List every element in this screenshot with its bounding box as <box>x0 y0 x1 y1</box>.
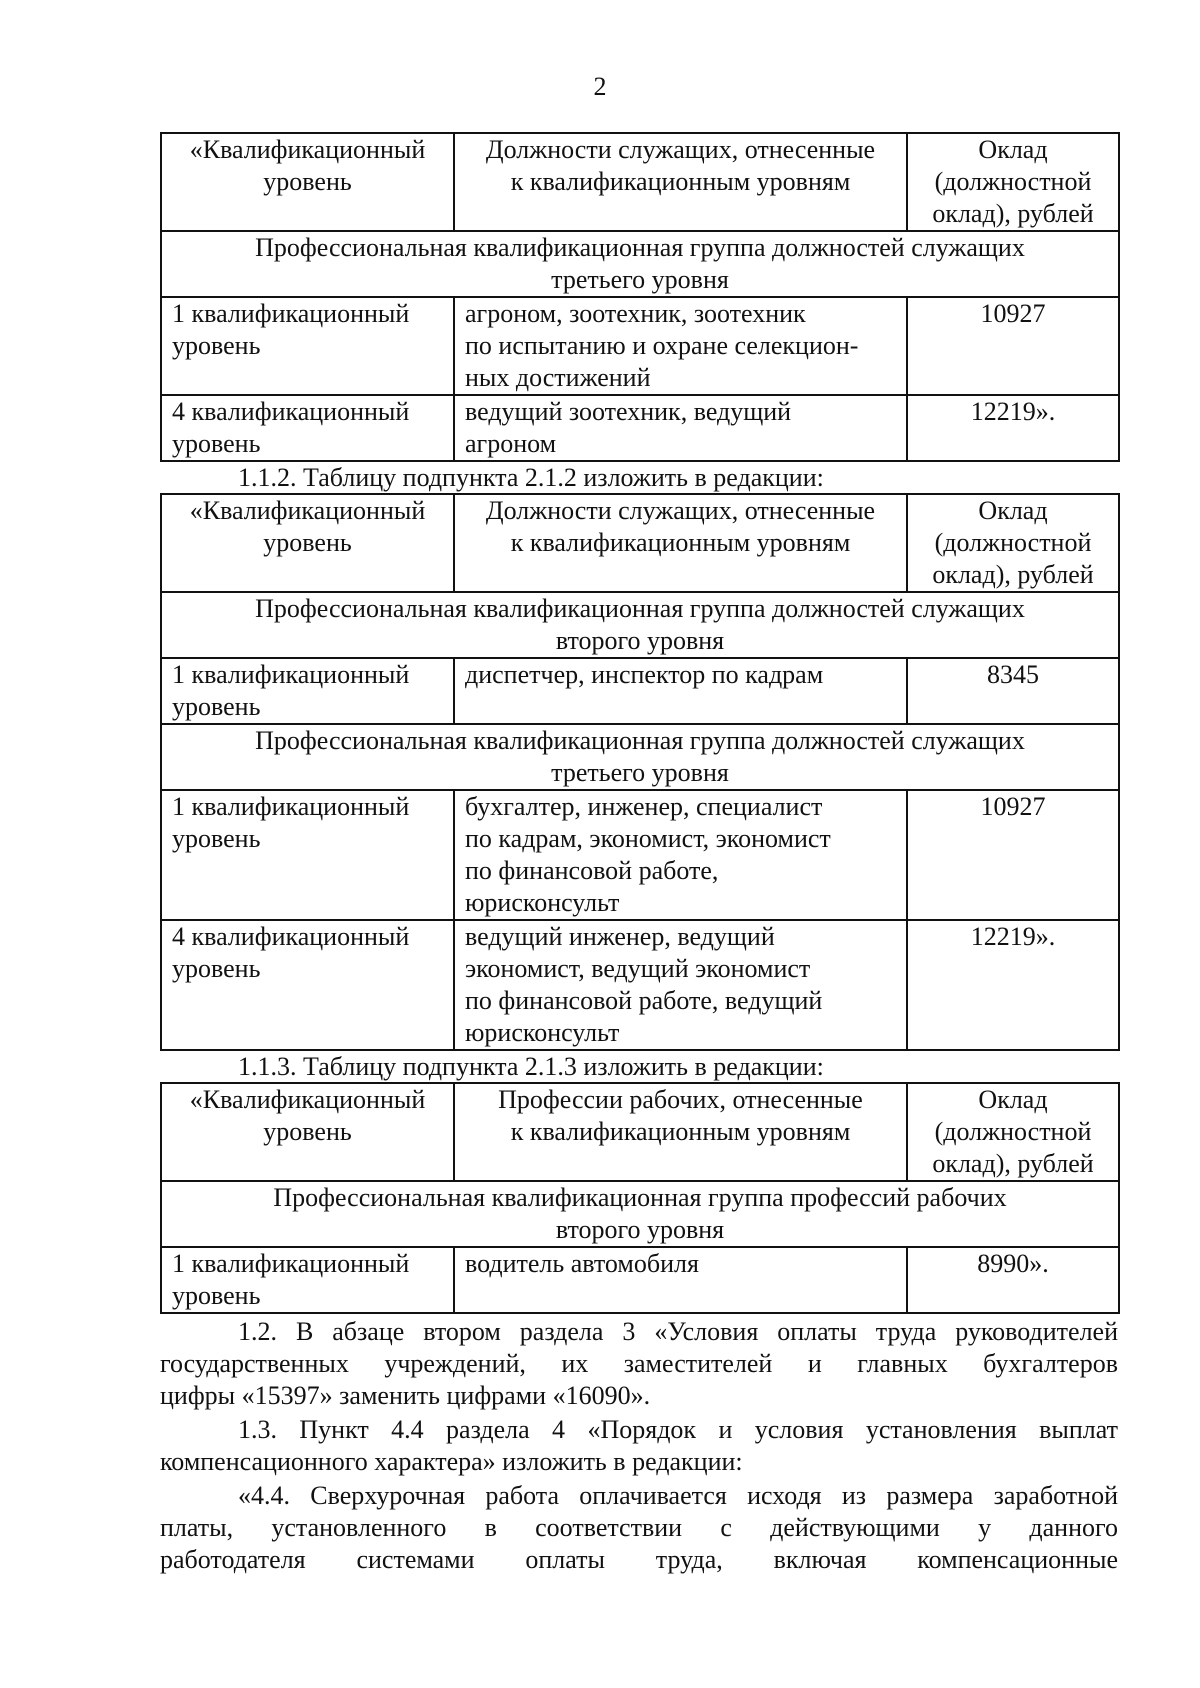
group-row <box>161 592 1119 658</box>
header-level: «Квалификационный уровень <box>161 133 454 231</box>
salary-cell: 8990». <box>907 1247 1119 1313</box>
level-cell: 4 квалификационный уровень <box>161 395 454 461</box>
level-cell: 1 квалификационный уровень <box>161 790 454 920</box>
table-2 <box>160 493 1120 1051</box>
level-cell: 4 квалификационный уровень <box>161 920 454 1050</box>
group-row <box>161 724 1119 790</box>
paragraph-4-4: «4.4. Сверхурочная работа оплачивается исходя из размера заработной платы, установленного в соответствии с действующими у данного работодателя системами оплаты труда, включая компенсационные <box>160 1481 1118 1574</box>
page-number: 2 <box>593 72 607 101</box>
paragraph-1-2: 1.2. В абзаце втором раздела 3 «Условия оплаты труда руководителей государственных учреждений, их заместителей и главных бухгалтеров цифры «15397» заменить цифрами «16090». <box>160 1317 1118 1410</box>
group-title: Профессиональная квалификационная группа должностей служащих второго уровня <box>161 592 1119 658</box>
table-row <box>161 920 1119 1050</box>
table-row <box>161 790 1119 920</box>
header-salary: Оклад (должностной оклад), рублей <box>907 1083 1119 1181</box>
salary-cell: 8345 <box>907 658 1119 724</box>
positions-cell: диспетчер, инспектор по кадрам <box>454 658 907 724</box>
table-header-row <box>161 133 1119 231</box>
positions-cell: ведущий инженер, ведущий экономист, ведущий экономист по финансовой работе, ведущий юрисконсульт <box>454 920 907 1050</box>
group-title: Профессиональная квалификационная группа должностей служащих третьего уровня <box>161 724 1119 790</box>
section-heading-1-1-2: 1.1.2. Таблицу подпункта 2.1.2 изложить в редакции: <box>238 463 824 492</box>
positions-cell: ведущий зоотехник, ведущий агроном <box>454 395 907 461</box>
table-row <box>161 395 1119 461</box>
table-row <box>161 297 1119 395</box>
level-cell: 1 квалификационный уровень <box>161 297 454 395</box>
positions-cell: водитель автомобиля <box>454 1247 907 1313</box>
header-level: «Квалификационный уровень <box>161 1083 454 1181</box>
table-header-row <box>161 494 1119 592</box>
positions-cell: бухгалтер, инженер, специалист по кадрам, экономист, экономист по финансовой работе, юрисконсульт <box>454 790 907 920</box>
header-positions: Должности служащих, отнесенные к квалификационным уровням <box>454 133 907 231</box>
header-level: «Квалификационный уровень <box>161 494 454 592</box>
group-title: Профессиональная квалификационная группа должностей служащих третьего уровня <box>161 231 1119 297</box>
table-1 <box>160 132 1120 462</box>
group-row <box>161 231 1119 297</box>
header-salary: Оклад (должностной оклад), рублей <box>907 133 1119 231</box>
level-cell: 1 квалификационный уровень <box>161 658 454 724</box>
table-row <box>161 658 1119 724</box>
salary-cell: 10927 <box>907 297 1119 395</box>
table-row <box>161 1247 1119 1313</box>
table-3 <box>160 1082 1120 1314</box>
salary-cell: 12219». <box>907 920 1119 1050</box>
group-title: Профессиональная квалификационная группа профессий рабочих второго уровня <box>161 1181 1119 1247</box>
document-body <box>160 132 1118 1576</box>
table-header-row <box>161 1083 1119 1181</box>
positions-cell: агроном, зоотехник, зоотехник по испытанию и охране селекцион- ных достижений <box>454 297 907 395</box>
salary-cell: 12219». <box>907 395 1119 461</box>
salary-cell: 10927 <box>907 790 1119 920</box>
header-positions: Должности служащих, отнесенные к квалификационным уровням <box>454 494 907 592</box>
section-heading-1-1-3: 1.1.3. Таблицу подпункта 2.1.3 изложить в редакции: <box>238 1052 824 1081</box>
level-cell: 1 квалификационный уровень <box>161 1247 454 1313</box>
header-professions: Профессии рабочих, отнесенные к квалификационным уровням <box>454 1083 907 1181</box>
paragraph-1-3: 1.3. Пункт 4.4 раздела 4 «Порядок и условия установления выплат компенсационного характера» изложить в редакции: <box>160 1415 1118 1476</box>
group-row <box>161 1181 1119 1247</box>
header-salary: Оклад (должностной оклад), рублей <box>907 494 1119 592</box>
